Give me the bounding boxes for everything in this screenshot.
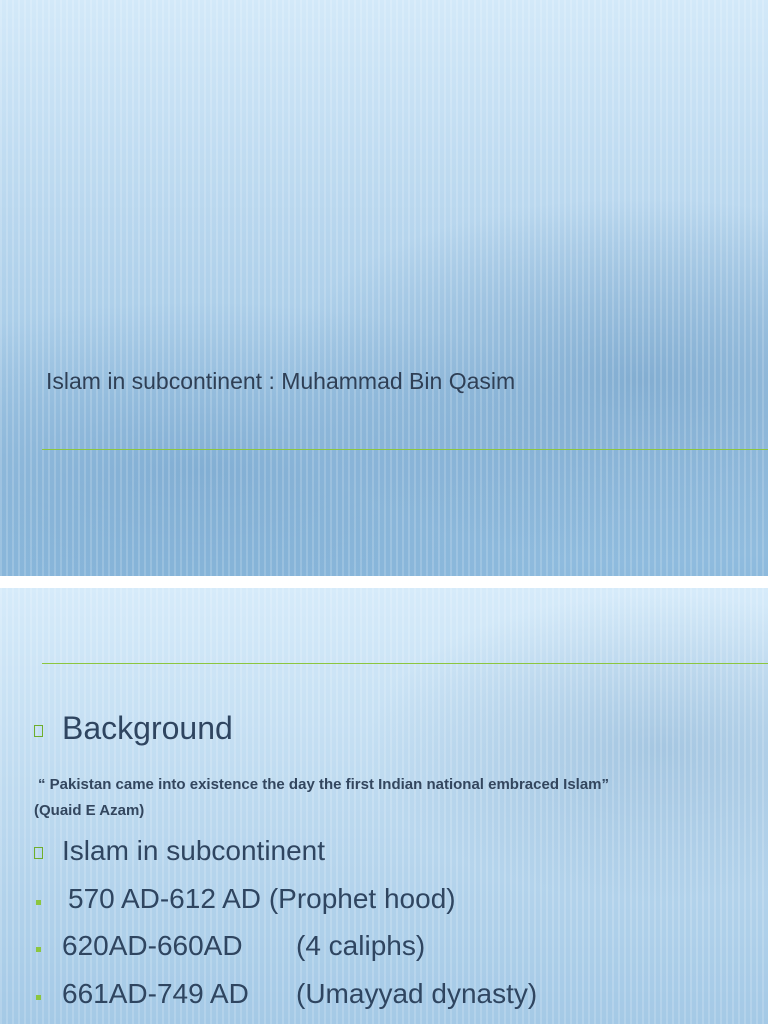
background-heading: Background — [62, 710, 233, 746]
list-item-label: (Umayyad dynasty) — [296, 978, 538, 1009]
list-item-label: (4 caliphs) — [296, 930, 426, 961]
slide-title: Islam in subcontinent : Muhammad Bin Qasim — [46, 368, 516, 394]
header-divider — [42, 663, 768, 664]
islam-subheading: Islam in subcontinent — [62, 835, 326, 866]
square-bullet-icon — [36, 995, 41, 1000]
bullet-icon — [34, 725, 43, 737]
quote-text: “ Pakistan came into existence the day the first Indian national embraced Islam” — [38, 776, 610, 793]
square-bullet-icon — [36, 947, 41, 952]
title-divider — [42, 449, 768, 450]
list-item-period: 661AD-749 AD — [62, 978, 249, 1009]
square-bullet-icon — [36, 900, 41, 905]
quote-author: (Quaid E Azam) — [34, 802, 145, 819]
content-slide — [0, 588, 768, 1024]
list-item-period: 620AD-660AD — [62, 930, 243, 961]
list-item-period: 570 AD-612 AD (Prophet hood) — [68, 883, 456, 914]
bullet-icon — [34, 847, 43, 859]
